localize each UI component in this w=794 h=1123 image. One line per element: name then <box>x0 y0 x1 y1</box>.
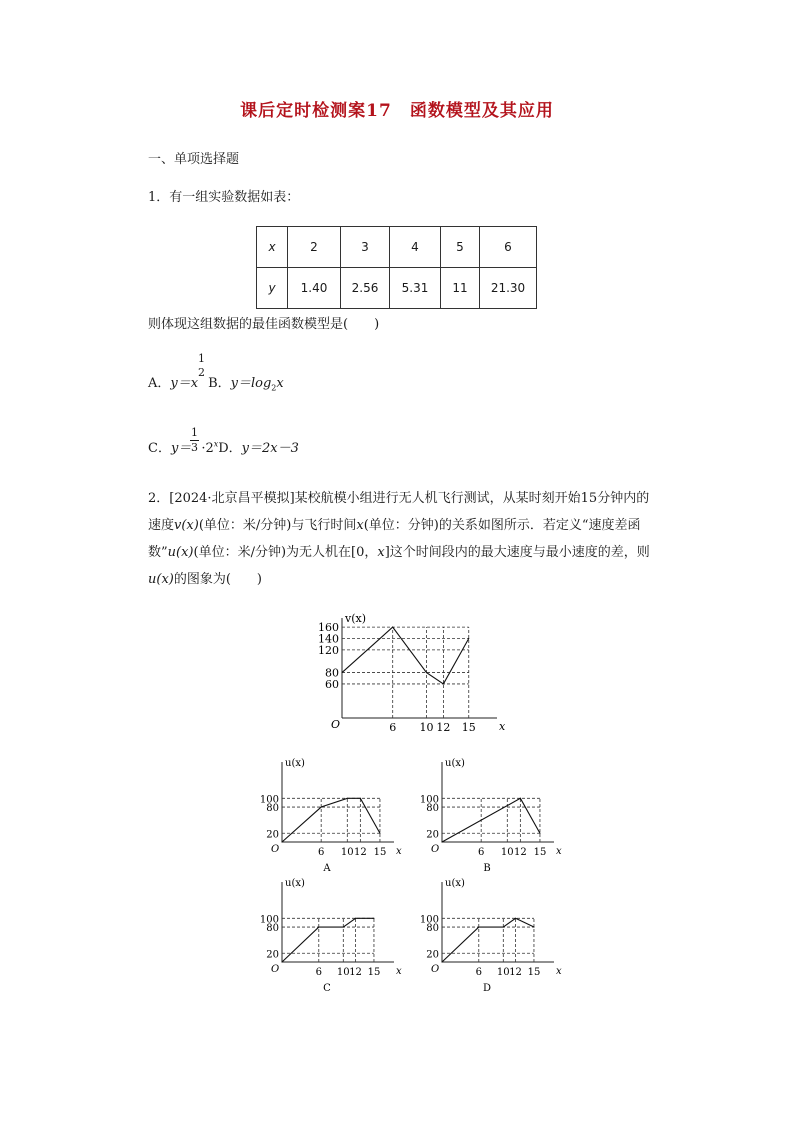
chart-v-x-tick-label: 12 <box>436 721 451 734</box>
chart-c-x-label: x <box>396 966 402 977</box>
chart-v-data-point <box>443 683 444 684</box>
chart-b-x-tick-label: 6 <box>477 847 485 858</box>
options-cd-line <box>148 437 299 456</box>
chart-a-y-tick-label: 80 <box>266 803 279 815</box>
chart-a-x-tick-label: 10 <box>340 847 354 858</box>
table-cell: 11 <box>441 268 480 309</box>
chart-d-x-label: x <box>556 966 562 977</box>
option-c-rhs: ·2 <box>201 441 214 456</box>
chart-a-x-tick-label: 12 <box>353 847 367 858</box>
chart-v-x-tick-label: 10 <box>419 721 434 734</box>
option-c-power: x <box>213 439 219 449</box>
table-cell: 5.31 <box>390 268 441 309</box>
table-cell: 21.30 <box>480 268 537 309</box>
option-d-label: D． <box>218 441 242 456</box>
option-b-arg: x <box>276 376 284 391</box>
chart-a-caption: A <box>323 863 331 874</box>
table-header-x: x <box>257 227 288 268</box>
chart-a-y-label: u(x) <box>285 758 305 769</box>
chart-b-y-tick-label: 20 <box>426 829 439 841</box>
option-a-exponent: 1 2 <box>198 352 205 379</box>
chart-v-series-line <box>342 627 469 684</box>
chart-b-x-tick-label: 10 <box>500 847 514 858</box>
data-table <box>256 226 537 309</box>
options-ab-line <box>148 372 284 393</box>
chart-c-origin: O <box>271 964 280 975</box>
chart-c-x-tick-label: 10 <box>336 967 350 978</box>
chart-v-y-tick-label: 120 <box>318 643 339 657</box>
option-b-expr: y＝log <box>230 376 272 391</box>
chart-d-x-tick-label: 10 <box>496 967 510 978</box>
chart-b-y-tick-label: 80 <box>426 803 439 815</box>
chart-d-y-tick-label: 100 <box>419 914 439 926</box>
chart-b-series-line <box>442 798 540 842</box>
option-c-label: C． <box>148 441 171 456</box>
chart-c-data-point <box>318 926 319 927</box>
option-c-fraction: 1 3 <box>191 426 198 454</box>
chart-a-origin: O <box>271 844 280 855</box>
chart-a-x-tick-label: 15 <box>373 847 387 858</box>
table-header-y: y <box>257 268 288 309</box>
chart-d-x-tick-label: 6 <box>475 967 482 978</box>
chart-d-caption: D <box>482 983 492 994</box>
chart-c-y-label: u(x) <box>285 878 305 889</box>
chart-v-y-tick-label: 80 <box>325 666 339 680</box>
chart-d-y-tick-label: 20 <box>426 949 439 961</box>
option-a-label: A． <box>148 376 171 391</box>
chart-c-data-point <box>343 926 344 927</box>
chart-c-x-tick-label: 15 <box>367 967 381 978</box>
chart-v-y-tick-label: 140 <box>318 632 339 646</box>
question-1-stem: 1．有一组实验数据如表： <box>148 190 300 205</box>
table-cell: 6 <box>480 227 537 268</box>
chart-b-y-tick-label: 100 <box>419 794 439 806</box>
option-d-expr: y＝2x－3 <box>241 441 299 456</box>
table-cell: 3 <box>341 227 390 268</box>
chart-a-y-tick-label: 100 <box>259 794 279 806</box>
chart-v-y-tick-label: 60 <box>325 677 339 691</box>
option-c-lhs: y＝ <box>170 441 192 456</box>
chart-c-caption: C <box>323 983 331 994</box>
table-cell: 4 <box>390 227 441 268</box>
chart-d-x-tick-label: 15 <box>527 967 541 978</box>
table-row-y <box>257 268 537 309</box>
chart-c-data-point <box>373 918 374 919</box>
chart-d-origin: O <box>431 964 440 975</box>
page-title: 课后定时检测案17 函数模型及其应用 <box>240 101 554 121</box>
chart-v-origin: O <box>331 718 341 731</box>
chart-v-x-tick-label: 15 <box>461 721 476 734</box>
table-cell: 2 <box>288 227 341 268</box>
chart-v-x-tick-label: 6 <box>389 721 397 734</box>
table-row-x <box>257 227 537 268</box>
section-heading: 一、单项选择题 <box>148 152 240 167</box>
chart-d-series-line <box>442 918 534 962</box>
table-cell: 1.40 <box>288 268 341 309</box>
chart-c-series-line <box>282 918 374 962</box>
chart-v-data-point <box>392 627 393 628</box>
chart-v-data-point <box>341 672 342 673</box>
table-cell: 2.56 <box>341 268 390 309</box>
chart-d-data-point <box>478 926 479 927</box>
chart-a-x-tick-label: 6 <box>317 847 325 858</box>
chart-v-data-point <box>426 672 427 673</box>
chart-b-data-point <box>539 833 540 834</box>
chart-d-data-point <box>503 926 504 927</box>
chart-b-y-label: u(x) <box>445 758 465 769</box>
chart-d-y-tick-label: 80 <box>426 923 439 935</box>
chart-v-y-tick-label: 160 <box>318 621 339 635</box>
chart-a-data-point <box>360 798 361 799</box>
chart-c-y-tick-label: 80 <box>266 923 279 935</box>
chart-d-data-point <box>441 961 442 962</box>
chart-a-series-line <box>282 798 380 842</box>
option-b-base: 2 <box>271 383 277 393</box>
chart-c-y-tick-label: 100 <box>259 914 279 926</box>
chart-b-data-point <box>520 798 521 799</box>
chart-c-y-tick-label: 20 <box>266 949 279 961</box>
chart-b-data-point <box>441 841 442 842</box>
table-cell: 5 <box>441 227 480 268</box>
chart-a-x-label: x <box>396 846 402 857</box>
chart-b-x-label: x <box>556 846 562 857</box>
chart-v-y-label: v(x) <box>345 612 367 625</box>
chart-c-data-point <box>281 961 282 962</box>
chart-a-data-point <box>281 841 282 842</box>
chart-c-x-tick-label: 6 <box>315 967 322 978</box>
option-b-label: B． <box>208 376 231 391</box>
chart-b-x-tick-label: 15 <box>533 847 547 858</box>
chart-v-x-label: x <box>499 720 506 733</box>
chart-d-y-label: u(x) <box>445 878 465 889</box>
chart-b-x-tick-label: 12 <box>513 847 527 858</box>
chart-c-data-point <box>355 918 356 919</box>
option-a-expr: y＝x <box>170 376 199 391</box>
chart-b-origin: O <box>431 844 440 855</box>
chart-a-data-point <box>347 798 348 799</box>
chart-c-x-tick-label: 12 <box>349 967 362 978</box>
chart-d-x-tick-label: 12 <box>509 967 522 978</box>
chart-a-data-point <box>379 833 380 834</box>
question-2-stem: 2．[2024·北京昌平模拟]某校航模小组进行无人机飞行测试，从某时刻开始15分钟内的速度v(x)(单位：米/分钟)与飞行时间x(单位：分钟)的关系如图所示．若定义“速度差函数”u(x)(单位：米/分钟)为无人机在[0，x]这个时间段内的最大速度与最小速度的差，则u(x)的图象为( ) <box>148 491 650 587</box>
chart-d-data-point <box>515 918 516 919</box>
chart-b-caption: B <box>483 863 491 874</box>
question-1-prompt: 则体现这组数据的最佳函数模型是( ) <box>148 317 380 332</box>
question-2-source: [2024·北京昌平模拟] <box>169 491 295 506</box>
chart-v-data-point <box>468 638 469 639</box>
chart-a-y-tick-label: 20 <box>266 829 279 841</box>
chart-a-data-point <box>321 806 322 807</box>
chart-d-data-point <box>533 926 534 927</box>
